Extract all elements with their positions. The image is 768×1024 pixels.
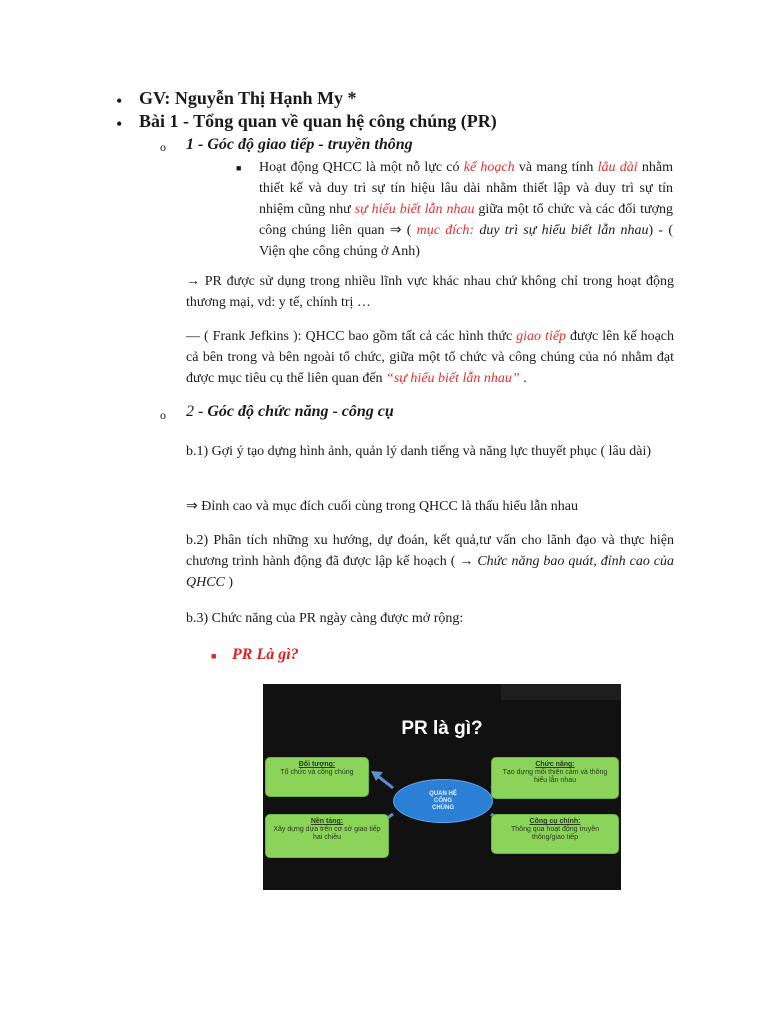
section1-para3: — ( Frank Jefkins ): QHCC bao gồm tất cả các hình thức giao tiếp được lên kế hoạch cả bên trong và bên ngoài tổ chức, giữa một tổ chức và công chúng của nó nhằm đạt được mục tiêu cụ thể liên quan đến “sự hiểu biết lẫn nhau” .	[186, 329, 675, 386]
diagram-title: PR là gì?	[401, 718, 483, 739]
diagram-box-nen-tang: Nền tảng: Xây dựng dựa trên cơ sở giao tiếp hai chiều	[265, 814, 389, 858]
circle-bullet: o	[160, 408, 166, 422]
section2-b1-conclusion: ⇒ Đỉnh cao và mục đích cuối cùng trong QHCC là thấu hiểu lẫn nhau	[186, 499, 578, 514]
section1-heading: 1 - Góc độ giao tiếp - truyền thông	[186, 136, 413, 153]
diagram-center-ellipse: QUAN HỆ CÔNG CHÚNG	[393, 779, 493, 823]
section2-b3: b.3) Chức năng của PR ngày càng được mở rộng:	[186, 611, 464, 626]
diagram-box-cong-cu: Công cụ chính: Thông qua hoạt động truyền thông/giao tiếp	[491, 814, 619, 854]
pr-diagram-image	[263, 684, 621, 890]
diagram-box-chuc-nang: Chức năng: Tạo dựng mối thiện cảm và thông hiểu lẫn nhau	[491, 757, 619, 799]
section2-b1: b.1) Gợi ý tạo dựng hình ảnh, quản lý danh tiếng và năng lực thuyết phục ( lâu dài)	[186, 444, 652, 459]
section2-b2: b.2) Phân tích những xu hướng, dự đoán, kết quả,tư vấn cho lãnh đạo và thực hiện chương trình hành động đã được lập kế hoạch ( → Chức năng bao quát, đỉnh cao của QHCC )	[186, 533, 674, 590]
pr-question-heading: PR Là gì?	[232, 646, 299, 663]
bullet-dot: •	[116, 91, 123, 111]
section1-para2: → PR được sử dụng trong nhiều lĩnh vực khác nhau chứ không chỉ trong hoạt động thương mại, vd: y tế, chính trị …	[186, 274, 674, 310]
square-bullet-red: ■	[211, 651, 217, 661]
bullet-dot: •	[116, 114, 123, 134]
lesson-title: Bài 1 - Tổng quan về quan hệ công chúng (PR)	[139, 111, 497, 131]
square-bullet: ■	[236, 163, 242, 173]
circle-bullet: o	[160, 140, 166, 154]
diagram-box-doi-tuong: Đối tượng: Tổ chức và công chúng	[265, 757, 369, 797]
section1-para1: Hoạt động QHCC là một nỗ lực có kế hoạch và mang tính lâu dài nhằm thiết kế và duy trì sự tín hiệu lâu dài nhằm thiết lập và duy trì sự tín nhiệm cũng như sự hiểu biết lẫn nhau giữa một tổ chức và các đối tượng công chúng liên quan ⇒ ( mục đích: duy trì sự hiểu biết lẫn nhau) - ( Viện qhe công chúng ở Anh)	[259, 160, 673, 259]
section2-heading: 2 - Góc độ chức năng - công cụ	[186, 403, 394, 420]
teacher-name: GV: Nguyễn Thị Hạnh My *	[139, 88, 357, 108]
